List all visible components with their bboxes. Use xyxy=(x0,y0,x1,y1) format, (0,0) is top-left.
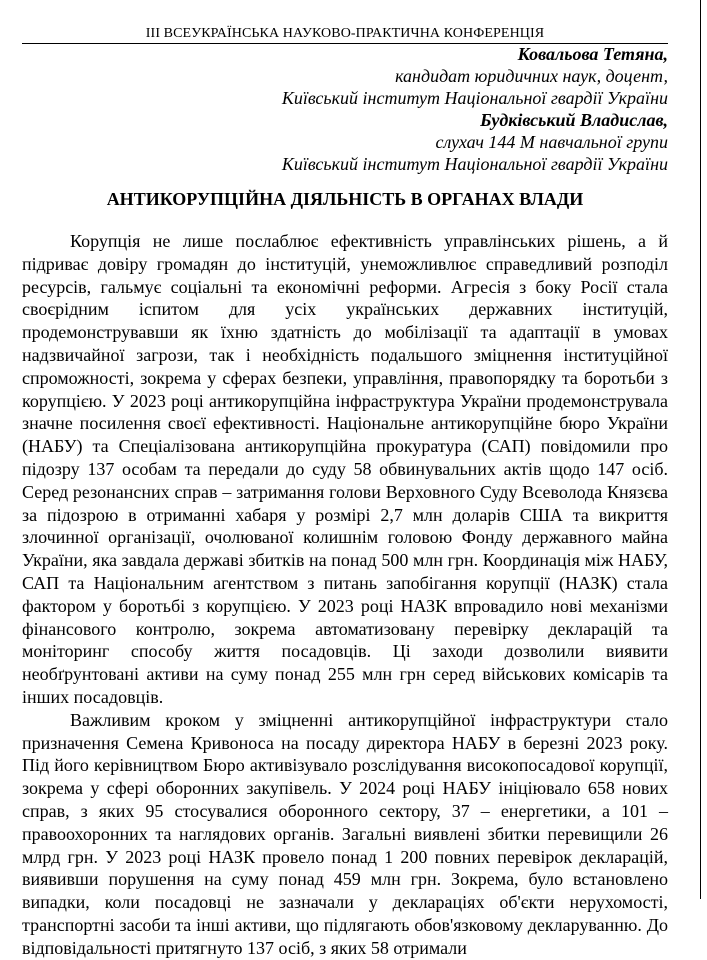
author-position: слухач 144 М навчальної групи xyxy=(435,132,668,152)
author-position: кандидат юридичних наук, доцент, xyxy=(395,66,668,86)
author-institution: Київський інститут Національної гвардії України xyxy=(281,154,668,174)
author-institution: Київський інститут Національної гвардії України xyxy=(281,88,668,108)
running-header: ІІІ ВСЕУКРАЇНСЬКА НАУКОВО-ПРАКТИЧНА КОНФЕРЕНЦІЯ xyxy=(145,26,545,41)
page-edge-line xyxy=(700,0,701,899)
author-block xyxy=(68,43,668,175)
paragraph: Важливим кроком у зміцненні антикорупційної інфраструктури стало призначення Семена Кривоноса на посаду директора НАБУ в березні 2023 року. Під його керівництвом Бюро активізувало розслідування високопосадової корупції, зокрема у сфері оборонних закупівель. У 2024 році НАБУ ініціювало 658 нових справ, з яких 95 стосувалися оборонного сектору, 37 – енергетики, а 101 – правоохоронних та наглядових органів. Загальні виявлені збитки перевищили 26 млрд грн. У 2023 році НАЗК провело понад 1 200 повних перевірок декларацій, виявивши порушення на суму понад 459 млн грн. Зокрема, було встановлено випадки, коли посадовці не зазначали у деклараціях об'єкти нерухомості, транспортні засоби та інші активи, що підлягають обов'язковому декларуванню. До відповідальності притягнуто 137 осіб, з яких 58 отримали xyxy=(22,709,668,958)
paper-title: АНТИКОРУПЦІЙНА ДІЯЛЬНІСТЬ В ОРГАНАХ ВЛАДИ xyxy=(106,189,584,209)
author-name: Будківський Владислав, xyxy=(480,110,668,130)
author-name: Ковальова Тетяна, xyxy=(517,44,668,64)
paragraph: Корупція не лише послаблює ефективність управлінських рішень, а й підриває довіру громадян до інституцій, унеможливлює справедливий розподіл ресурсів, гальмує соціальні та економічні реформи. Агресія з боку Росії стала своєрідним іспитом для усіх українських державних інституцій, продемонструвавши як їхню здатність до мобілізації та адаптації в умовах надзвичайної загрози, так і необхідність подальшого зміцнення інституційної спроможності, зокрема у сферах безпеки, управління, правопорядку та боротьби з корупцією. У 2023 році антикорупційна інфраструктура України продемонструвала значне посилення своєї ефективності. Національне антикорупційне бюро України (НАБУ) та Спеціалізована антикорупційна прокуратура (САП) повідомили про підозру 137 особам та передали до суду 58 обвинувальних актів щодо 147 осіб. Серед резонансних справ – затримання голови Верховного Суду Всеволода Князєва за підозрою в отриманні хабаря у розмірі 2,7 млн доларів США та викриття злочинної організації, очолюваної колишнім головою Фонду державного майна України, яка завдала державі збитків на понад 500 млн грн. Координація між НАБУ, САП та Національним агентством з питань запобігання корупції (НАЗК) стала фактором у боротьбі з корупцією. У 2023 році НАЗК впровадило нові механізми фінансового контролю, зокрема автоматизовану перевірку декларацій та моніторинг способу життя посадовців. Ці заходи дозволили виявити необґрунтовані активи на суму понад 255 млн грн серед військових комісарів та інших посадовців. xyxy=(22,231,668,707)
body-text xyxy=(22,230,668,960)
